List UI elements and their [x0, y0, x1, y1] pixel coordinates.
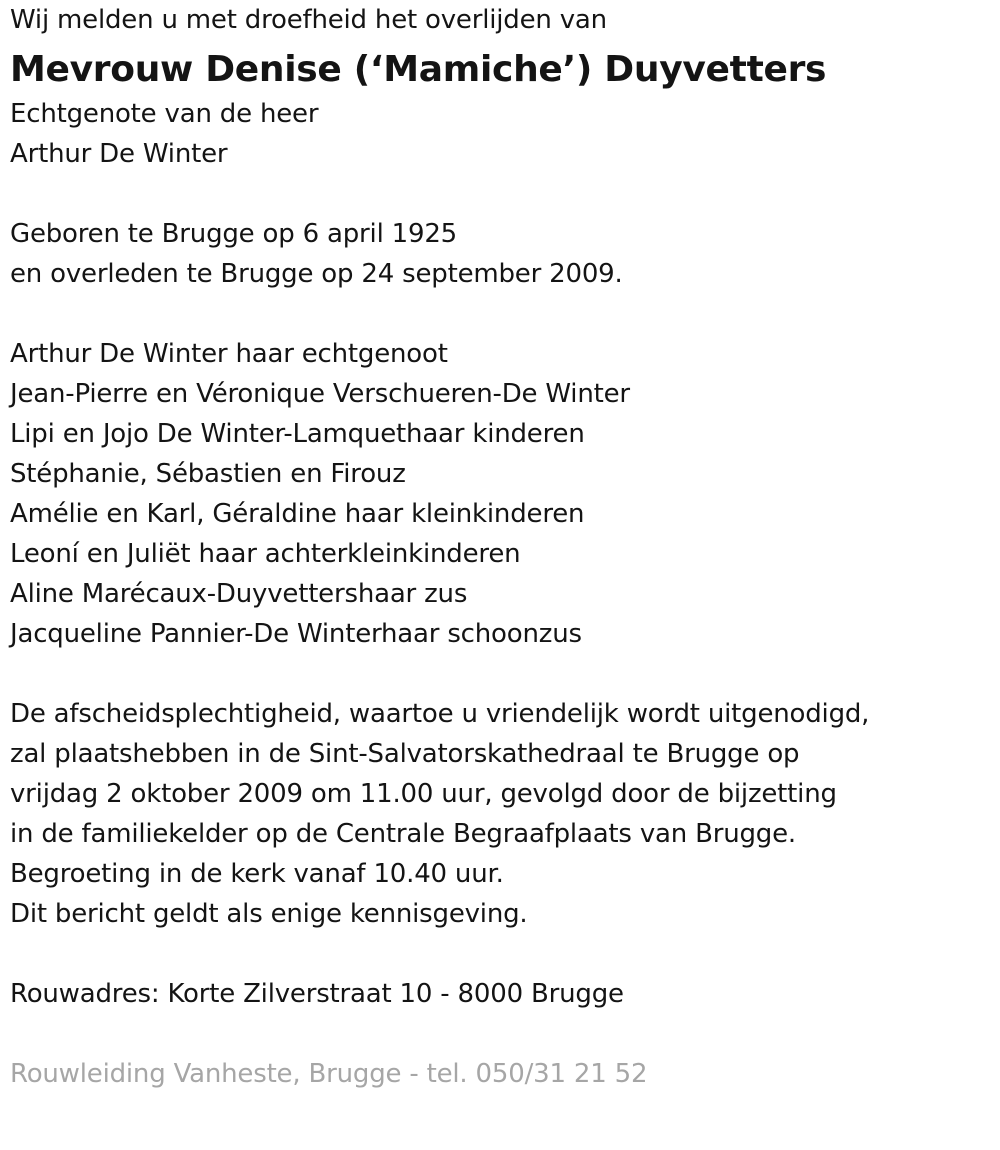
spacer	[10, 654, 995, 694]
birth-line: Geboren te Brugge op 6 april 1925	[10, 219, 458, 249]
spacer	[10, 294, 995, 334]
ceremony-line: Begroeting in de kerk vanaf 10.40 uur.	[10, 859, 504, 889]
ceremony-line: zal plaatshebben in de Sint-Salvatorskathedraal te Brugge op	[10, 739, 800, 769]
ceremony-line: Dit bericht geldt als enige kennisgeving.	[10, 899, 528, 929]
ceremony-details	[10, 694, 995, 934]
spacer	[10, 174, 995, 214]
spacer	[10, 934, 995, 974]
family-member: Jacqueline Pannier-De Winterhaar schoonzus	[10, 619, 582, 649]
ceremony-line: De afscheidsplechtigheid, waartoe u vriendelijk wordt uitgenodigd,	[10, 699, 870, 729]
death-line: en overleden te Brugge op 24 september 2009.	[10, 259, 623, 289]
spacer	[10, 1014, 995, 1054]
death-notice	[10, 0, 995, 1094]
deceased-name: Mevrouw Denise (‘Mamiche’) Duyvetters	[10, 49, 827, 90]
funeral-director-footer: Rouwleiding Vanheste, Brugge - tel. 050/31 21 52	[10, 1059, 648, 1089]
intro-text: Wij melden u met droefheid het overlijden van	[10, 5, 607, 35]
spouse-line: Echtgenote van de heer	[10, 99, 319, 129]
mourning-address: Rouwadres: Korte Zilverstraat 10 - 8000 Brugge	[10, 979, 624, 1009]
family-list	[10, 334, 995, 654]
spouse-line: Arthur De Winter	[10, 139, 228, 169]
family-member: Amélie en Karl, Géraldine haar kleinkinderen	[10, 499, 585, 529]
family-member: Aline Marécaux-Duyvettershaar zus	[10, 579, 468, 609]
family-member: Leoní en Juliët haar achterkleinkinderen	[10, 539, 521, 569]
family-member: Stéphanie, Sébastien en Firouz	[10, 459, 406, 489]
family-member: Arthur De Winter haar echtgenoot	[10, 339, 448, 369]
ceremony-line: in de familiekelder op de Centrale Begraafplaats van Brugge.	[10, 819, 796, 849]
family-member: Lipi en Jojo De Winter-Lamquethaar kinderen	[10, 419, 585, 449]
family-member: Jean-Pierre en Véronique Verschueren-De Winter	[10, 379, 630, 409]
ceremony-line: vrijdag 2 oktober 2009 om 11.00 uur, gevolgd door de bijzetting	[10, 779, 837, 809]
